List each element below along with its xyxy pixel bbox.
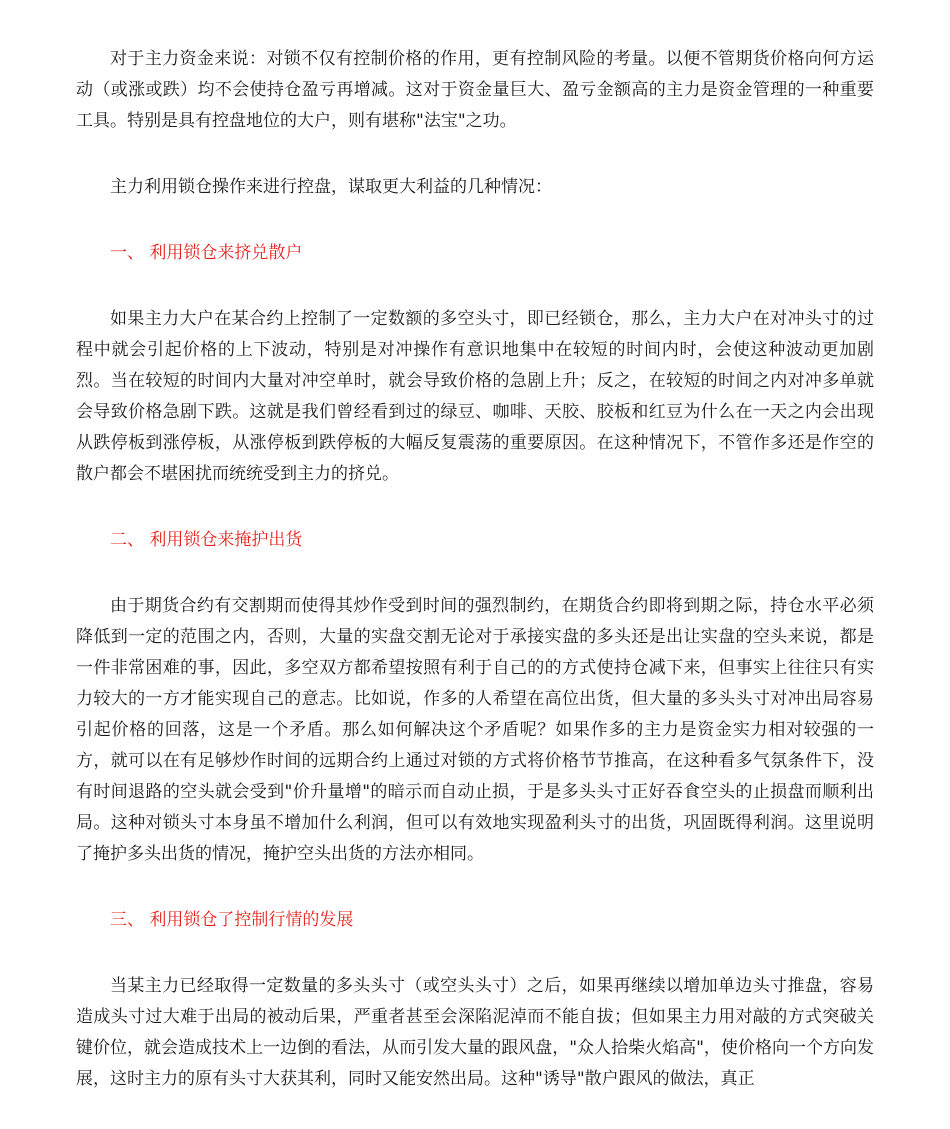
intro-paragraph: 对于主力资金来说：对锁不仅有控制价格的作用，更有控制风险的考量。以便不管期货价格向何方运动（或涨或跌）均不会使持仓盈亏再增减。这对于资金量巨大、盈亏金额高的主力是资金管理的一种重要工具。特别是具有控盘地位的大户，则有堪称"法宝"之功。 xyxy=(76,49,874,131)
section-1-heading: 一、 利用锁仓来挤兑散户 xyxy=(110,243,303,263)
section-3-heading: 三、 利用锁仓了控制行情的发展 xyxy=(110,910,354,930)
section-2-body: 由于期货合约有交割期而使得其炒作受到时间的强烈制约，在期货合约即将到期之际，持仓水平必须降低到一定的范围之内，否则，大量的实盘交割无论对于承接实盘的多头还是出让实盘的空头来说，都是一件非常困难的事，因此，多空双方都希望按照有利于自己的的方式使持仓减下来，但事实上往往只有实力较大的一方才能实现自己的意志。比如说，作多的人希望在高位出货，但大量的多头头寸对冲出局容易引起价格的回落，这是一个矛盾。那么如何解决这个矛盾呢？如果作多的主力是资金实力相对较强的一方，就可以在有足够炒作时间的远期合约上通过对锁的方式将价格节节推高，在这种看多气氛条件下，没有时间退路的空头就会受到"价升量增"的暗示而自动止损，于是多头头寸正好吞食空头的止损盘而顺利出局。这种对锁头寸本身虽不增加什么利润，但可以有效地实现盈利头寸的出货，巩固既得利润。这里说明了掩护多头出货的情况，掩护空头出货的方法亦相同。 xyxy=(76,596,874,864)
section-3-body: 当某主力已经取得一定数量的多头头寸（或空头头寸）之后，如果再继续以增加单边头寸推盘，容易造成头寸过大难于出局的被动后果，严重者甚至会深陷泥淖而不能自拔；但如果主力用对敲的方式突破关键价位，就会造成技术上一边倒的看法，从而引发大量的跟风盘，"众人拾柴火焰高"，使价格向一个方向发展，这时主力的原有头寸大获其利，同时又能安然出局。这种"诱导"散户跟风的做法，真正 xyxy=(76,976,874,1089)
section-1-body: 如果主力大户在某合约上控制了一定数额的多空头寸，即已经锁仓，那么，主力大户在对冲头寸的过程中就会引起价格的上下波动，特别是对冲操作有意识地集中在较短的时间内时，会使这种波动更加剧烈。当在较短的时间内大量对冲空单时，就会导致价格的急剧上升；反之，在较短的时间之内对冲多单就会导致价格急剧下跌。这就是我们曾经看到过的绿豆、咖啡、天胶、胶板和红豆为什么在一天之内会出现从跌停板到涨停板，从涨停板到跌停板的大幅反复震荡的重要原因。在这种情况下，不管作多还是作空的散户都会不堪困扰而统统受到主力的挤兑。 xyxy=(76,309,874,484)
section-2-heading: 二、 利用锁仓来掩护出货 xyxy=(110,530,303,550)
lead-paragraph: 主力利用锁仓操作来进行控盘，谋取更大利益的几种情况： xyxy=(110,177,552,197)
